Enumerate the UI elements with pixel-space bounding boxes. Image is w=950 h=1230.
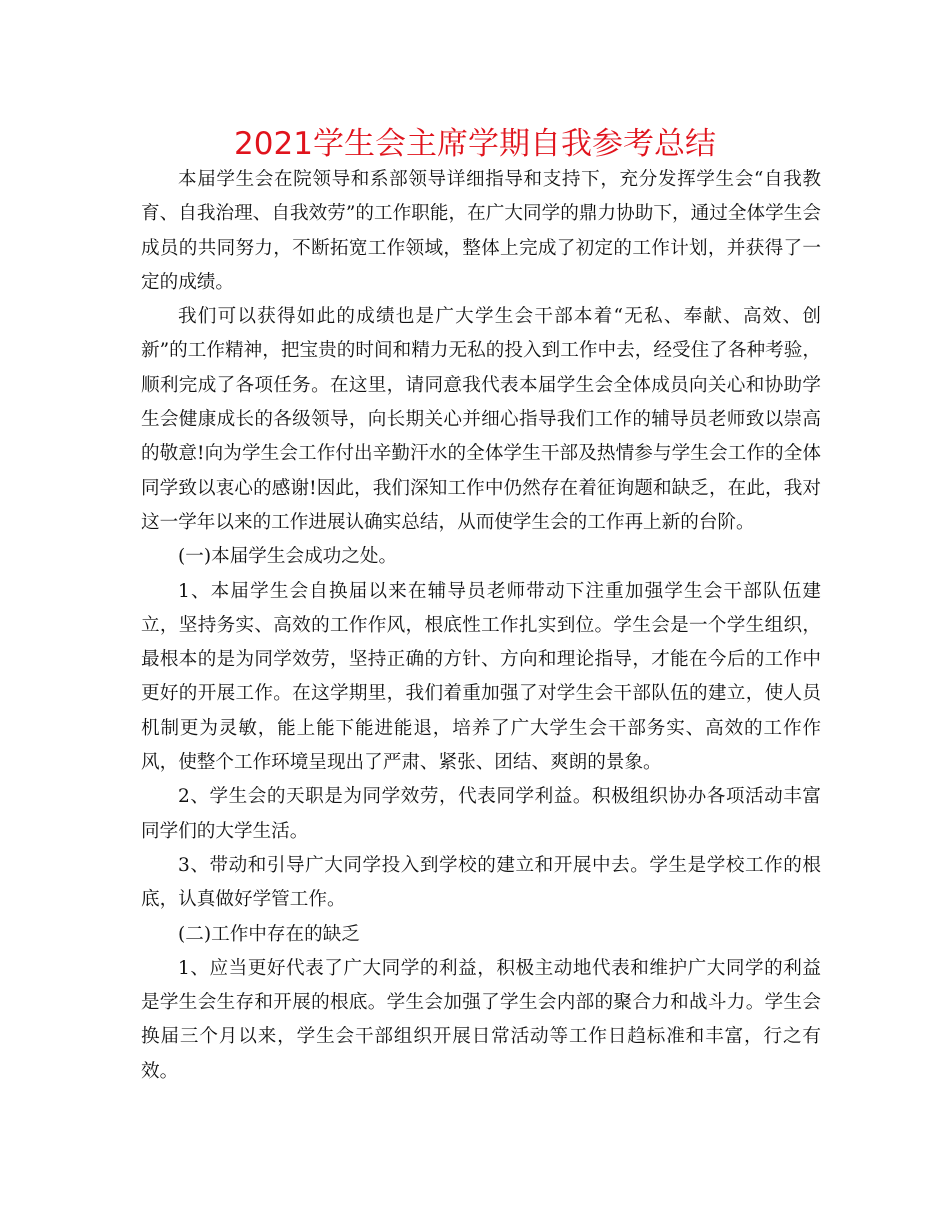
document-title: 2021学生会主席学期自我参考总结 (234, 126, 716, 162)
paragraph-shortcoming-1: 1、应当更好代表了广大同学的利益，积极主动地代表和维护广大同学的利益是学生会生存和开展的根底。学生会加强了学生会内部的聚合力和战斗力。学生会换届三个月以来，学生会干部组织开展日常活动等工作日趋标准和丰富，行之有效。 (141, 957, 821, 1082)
paragraph-success-2: 2、学生会的天职是为同学效劳，代表同学利益。积极组织协办各项活动丰富同学们的大学生活。 (141, 786, 821, 842)
paragraph-achievements: 我们可以获得如此的成绩也是广大学生会干部本着“无私、奉献、高效、创新”的工作精神，把宝贵的时间和精力无私的投入到工作中去，经受住了各种考验，顺利完成了各项任务。在这里，请同意我代表本届学生会全体成员向关心和协助学生会健康成长的各级领导，向长期关心并细心指导我们工作的辅导员老师致以崇高的敬意!向为学生会工作付出辛勤汗水的全体学生干部及热情参与学生会工作的全体同学致以衷心的感谢!因此，我们深知工作中仍然存在着征询题和缺乏，在此，我对这一学年以来的工作进展认确实总结，从而使学生会的工作再上新的台阶。 (141, 306, 821, 533)
document-body (141, 163, 821, 1089)
section-heading-shortcomings: (二)工作中存在的缺乏 (178, 923, 360, 945)
paragraph-success-3: 3、带动和引导广大同学投入到学校的建立和开展中去。学生是学校工作的根底，认真做好学管工作。 (141, 854, 821, 911)
paragraph-success-1: 1、本届学生会自换届以来在辅导员老师带动下注重加强学生会干部队伍建立，坚持务实、高效的工作作风，根底性工作扎实到位。学生会是一个学生组织，最根本的是为同学效劳，坚持正确的方针、方向和理论指导，才能在今后的工作中更好的开展工作。在这学期里，我们着重加强了对学生会干部队伍的建立，使人员机制更为灵敏，能上能下能进能退，培养了广大学生会干部务实、高效的工作作风，使整个工作环境呈现出了严肃、紧张、团结、爽朗的景象。 (141, 580, 821, 774)
paragraph-intro: 本届学生会在院领导和系部领导详细指导和支持下，充分发挥学生会“自我教育、自我治理、自我效劳”的工作职能，在广大同学的鼎力协助下，通过全体学生会成员的共同努力，不断拓宽工作领域，整体上完成了初定的工作计划，并获得了一定的成绩。 (141, 169, 821, 293)
section-heading-successes: (一)本届学生会成功之处。 (178, 546, 398, 568)
